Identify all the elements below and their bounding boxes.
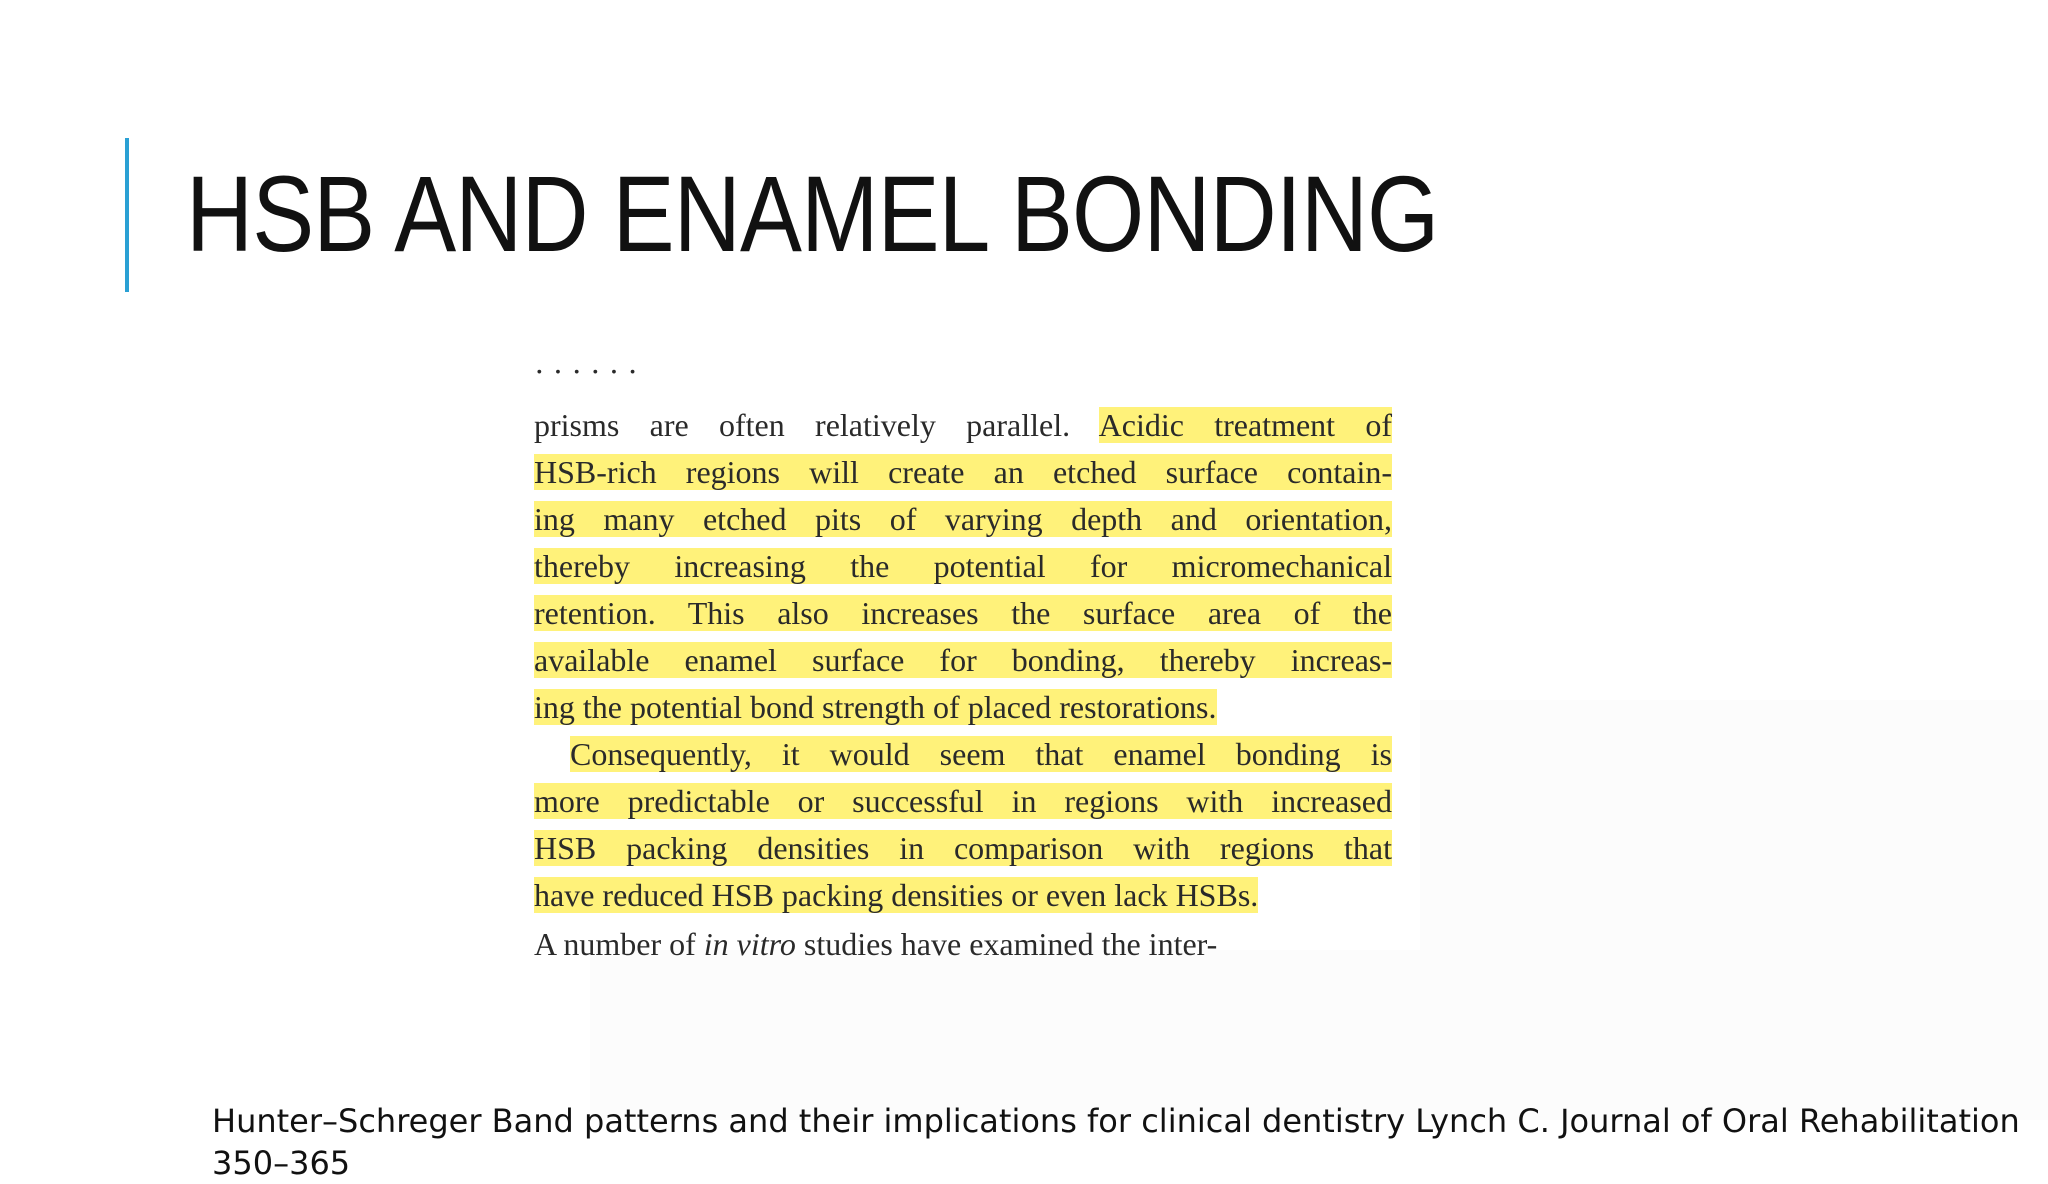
excerpt-line-1 xyxy=(534,402,1392,449)
excerpt-line-5-highlight: retention. This also increases the surface area of the xyxy=(534,595,1392,631)
excerpt-cut-bottom-after: studies have examined the inter- xyxy=(795,926,1218,962)
title-accent-bar xyxy=(125,138,129,292)
excerpt-line-7 xyxy=(534,684,1392,731)
excerpt-line-11-highlight: have reduced HSB packing densities or even lack HSBs. xyxy=(534,877,1259,913)
excerpt-line-7-highlight: ing the potential bond strength of placed restorations. xyxy=(534,689,1217,725)
excerpt-line-1-highlight: Acidic treatment of xyxy=(1098,407,1393,443)
excerpt-line-8-highlight: Consequently, it would seem that enamel bonding is xyxy=(570,736,1392,772)
excerpt-line-6 xyxy=(534,637,1392,684)
excerpt-cut-bottom-line xyxy=(534,921,1217,968)
excerpt-line-9 xyxy=(534,778,1392,825)
excerpt-cut-top-line: · · · · · · xyxy=(534,353,638,389)
excerpt-line-11 xyxy=(534,872,1392,919)
citation-line-2: 350–365 xyxy=(212,1144,351,1182)
excerpt-line-1-plain: prisms are often relatively parallel. xyxy=(534,407,1099,443)
excerpt-line-3-highlight: ing many etched pits of varying depth and orientation, xyxy=(534,501,1392,537)
excerpt-line-4-highlight: thereby increasing the potential for micromechanical xyxy=(534,548,1392,584)
excerpt-cut-bottom-italic: in vitro xyxy=(703,926,796,962)
excerpt-line-3 xyxy=(534,496,1392,543)
excerpt-line-8 xyxy=(534,731,1392,778)
citation-text xyxy=(212,1100,2020,1184)
citation-line-1: Hunter–Schreger Band patterns and their implications for clinical dentistry Lynch C. Journal of Oral Rehabilitation xyxy=(212,1102,2020,1140)
excerpt-line-6-highlight: available enamel surface for bonding, thereby increas- xyxy=(534,642,1392,678)
article-excerpt-image xyxy=(520,353,1420,962)
excerpt-line-4 xyxy=(534,543,1392,590)
excerpt-line-2-highlight: HSB-rich regions will create an etched surface contain- xyxy=(534,454,1392,490)
slide-title: HSB AND ENAMEL BONDING xyxy=(186,153,1439,274)
excerpt-line-10 xyxy=(534,825,1392,872)
excerpt-cut-bottom-before: A number of xyxy=(534,926,704,962)
excerpt-line-9-highlight: more predictable or successful in regions with increased xyxy=(534,783,1392,819)
excerpt-line-2 xyxy=(534,449,1392,496)
excerpt-line-5 xyxy=(534,590,1392,637)
excerpt-line-10-highlight: HSB packing densities in comparison with regions that xyxy=(534,830,1392,866)
